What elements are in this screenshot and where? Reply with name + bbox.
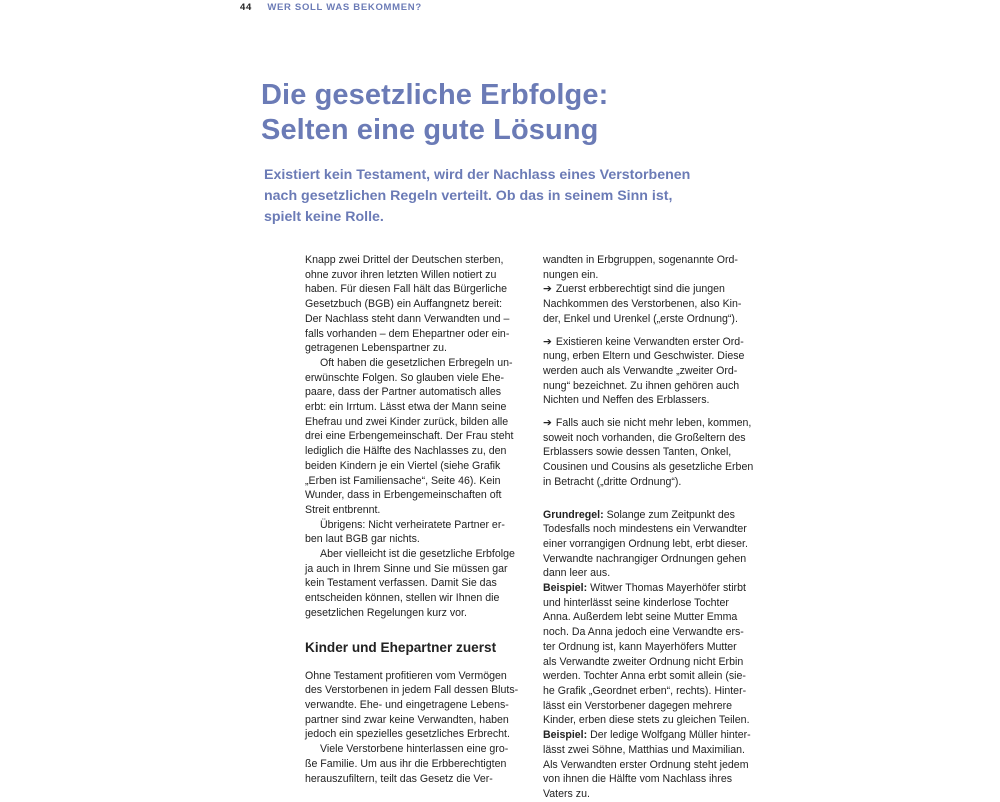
text-line: Cousinen und Cousins als gesetzliche Erben xyxy=(543,461,754,474)
text-line: von ihnen die Hälfte vom Nachlass ihres xyxy=(543,773,733,786)
text-line: Streit entbrennt. xyxy=(305,503,381,516)
paragraph-beispiel xyxy=(543,581,767,728)
text-line: soweit noch vorhanden, die Großeltern des xyxy=(543,431,746,444)
text-line: Wunder, dass in Erbengemeinschaften oft xyxy=(305,489,502,502)
text-line: Aber vielleicht ist die gesetzliche Erbfolge xyxy=(320,548,515,561)
text-line: Übrigens: Nicht verheiratete Partner er- xyxy=(320,518,505,531)
lead-paragraph xyxy=(264,165,724,228)
running-header xyxy=(240,2,422,13)
text-line: werden auch als Verwandte „zweiter Ord- xyxy=(543,364,738,377)
lead-line: nach gesetzlichen Regeln verteilt. Ob das in seinem Sinn ist, xyxy=(264,188,673,204)
page-title xyxy=(261,78,608,148)
text-line: Der ledige Wolfgang Müller hinter- xyxy=(587,729,751,742)
text-line: werden. Tochter Anna erbt somit allein (sie- xyxy=(543,670,746,683)
text-line: falls vorhanden – dem Ehepartner oder ein- xyxy=(305,327,510,340)
text-line: Falls auch sie nicht mehr leben, kommen, xyxy=(555,417,752,430)
text-line: Zuerst erbberechtigt sind die jungen xyxy=(555,283,725,296)
text-line: jedoch ein spezielles gesetzliches Erbrecht. xyxy=(305,728,510,741)
text-line: lässt zwei Söhne, Matthias und Maximilian. xyxy=(543,743,745,756)
spacer xyxy=(543,327,767,335)
text-line: Viele Verstorbene hinterlassen eine gro- xyxy=(320,743,509,756)
text-line: nungen ein. xyxy=(543,268,599,281)
text-line: Der Nachlass steht dann Verwandten und – xyxy=(305,312,510,325)
text-line: he Grafik „Geordnet erben“, rechts). Hinter- xyxy=(543,684,747,697)
text-line: Kinder, erben diese stets zu gleichen Teilen. xyxy=(543,714,750,727)
title-line: Die gesetzliche Erbfolge: xyxy=(261,79,609,111)
paragraph xyxy=(305,253,530,356)
text-line: erbt: ein Irrtum. Lässt etwa der Mann seine xyxy=(305,401,507,414)
body-column-left xyxy=(305,253,530,786)
text-line: Ehefrau und zwei Kinder zurück, bilden alle xyxy=(305,415,509,428)
text-line: Nachkommen des Verstorbenen, also Kin- xyxy=(543,298,742,311)
text-line: Existieren keine Verwandten erster Ord- xyxy=(555,335,744,348)
arrow-right-icon: ➔ xyxy=(543,283,552,296)
spacer xyxy=(543,408,767,416)
section-title: WER SOLL WAS BEKOMMEN? xyxy=(267,2,422,13)
text-line: Gesetzbuch (BGB) ein Auffangnetz bereit: xyxy=(305,298,503,311)
text-line: kein Testament verfassen. Damit Sie das xyxy=(305,577,497,590)
text-line: nung, erben Eltern und Geschwister. Diese xyxy=(543,350,745,363)
text-line: einer vorrangigen Ordnung lebt, erbt dieser. xyxy=(543,537,748,550)
text-line: haben. Für diesen Fall hält das Bürgerliche xyxy=(305,283,507,296)
text-line: drei eine Erbengemeinschaft. Der Frau steht xyxy=(305,430,514,443)
spacer xyxy=(543,490,767,508)
text-line: partner sind zwar keine Verwandten, haben xyxy=(305,713,509,726)
text-line: der, Enkel und Urenkel („erste Ordnung“). xyxy=(543,312,738,325)
paragraph-grundregel xyxy=(543,508,767,582)
paragraph xyxy=(543,253,767,282)
text-line: gesetzlichen Regelungen kurz vor. xyxy=(305,606,467,619)
text-line: erwünschte Folgen. So glauben viele Ehe- xyxy=(305,371,505,384)
text-line: paare, dass der Partner automatisch alles xyxy=(305,386,502,399)
paragraph xyxy=(305,518,530,547)
arrow-right-icon: ➔ xyxy=(543,335,552,348)
text-line: Knapp zwei Drittel der Deutschen sterben, xyxy=(305,254,504,266)
text-line: ße Familie. Um aus ihr die Erbberechtigten xyxy=(305,757,507,770)
page-number: 44 xyxy=(240,2,252,13)
text-line: Oft haben die gesetzlichen Erbregeln un- xyxy=(320,356,513,369)
bullet-item xyxy=(543,282,767,326)
text-line: herauszufiltern, teilt das Gesetz die Ver- xyxy=(305,772,493,785)
paragraph xyxy=(305,742,530,786)
text-line: Anna. Außerdem lebt seine Mutter Emma xyxy=(543,611,738,624)
section-subheading: Kinder und Ehepartner zuerst xyxy=(305,639,497,655)
text-line: entscheiden können, stellen wir Ihnen die xyxy=(305,592,500,605)
text-line: beiden Kindern je ein Viertel (siehe Grafik xyxy=(305,459,501,472)
arrow-right-icon: ➔ xyxy=(543,417,552,430)
text-line: dann leer aus. xyxy=(543,567,611,580)
paragraph xyxy=(305,669,530,743)
beispiel-label: Beispiel: xyxy=(543,582,588,595)
text-line: lediglich die Hälfte des Nachlasses zu, den xyxy=(305,445,507,458)
paragraph-beispiel xyxy=(543,728,767,802)
text-line: Vaters zu. xyxy=(543,787,590,800)
text-line: ohne zuvor ihren letzten Willen notiert zu xyxy=(305,268,497,281)
text-line: verwandte. Ehe- und eingetragene Lebens- xyxy=(305,698,509,711)
text-line: ben laut BGB gar nichts. xyxy=(305,533,420,546)
text-line: und hinterlässt seine kinderlose Tochter xyxy=(543,596,729,609)
text-line: ter Ordnung ist, kann Mayerhöfers Mutter xyxy=(543,640,737,653)
text-line: getragenen Lebenspartner zu. xyxy=(305,342,447,355)
text-line: ja auch in Ihrem Sinne und Sie müssen gar xyxy=(305,562,508,575)
text-line: in Betracht („dritte Ordnung“). xyxy=(543,475,682,488)
text-line: wandten in Erbgruppen, sogenannte Ord- xyxy=(543,254,738,266)
text-line: Nichten und Neffen des Erblassers. xyxy=(543,394,710,407)
lead-line: spielt keine Rolle. xyxy=(264,209,384,225)
text-line: Witwer Thomas Mayerhöfer stirbt xyxy=(587,582,746,595)
text-line: „Erben ist Familiensache“, Seite 46). Kein xyxy=(305,474,501,487)
paragraph xyxy=(305,356,530,518)
grundregel-label: Grundregel: xyxy=(543,508,604,521)
text-line: noch. Da Anna jedoch eine Verwandte ers- xyxy=(543,626,744,639)
lead-line: Existiert kein Testament, wird der Nachlass eines Verstorbenen xyxy=(264,167,691,183)
text-line: Verwandte nachrangiger Ordnungen gehen xyxy=(543,552,747,565)
text-line: des Verstorbenen in jedem Fall dessen Bluts- xyxy=(305,684,519,697)
text-line: lässt ein Verstorbener dagegen mehrere xyxy=(543,699,733,712)
text-line: Ohne Testament profitieren vom Vermögen xyxy=(305,669,507,682)
text-line: Erblassers sowie dessen Tanten, Onkel, xyxy=(543,446,732,459)
text-line: als Verwandte zweiter Ordnung nicht Erbin xyxy=(543,655,744,668)
paragraph xyxy=(305,547,530,621)
text-line: Todesfalls noch mindestens ein Verwandter xyxy=(543,523,747,536)
text-line: Als Verwandten erster Ordnung steht jedem xyxy=(543,758,749,771)
bullet-item xyxy=(543,335,767,409)
text-line: Solange zum Zeitpunkt des xyxy=(603,508,735,521)
beispiel-label: Beispiel: xyxy=(543,729,588,742)
bullet-item xyxy=(543,416,767,490)
title-line: Selten eine gute Lösung xyxy=(261,114,599,146)
text-line: nung“ bezeichnet. Zu ihnen gehören auch xyxy=(543,379,740,392)
body-column-right xyxy=(543,253,767,802)
